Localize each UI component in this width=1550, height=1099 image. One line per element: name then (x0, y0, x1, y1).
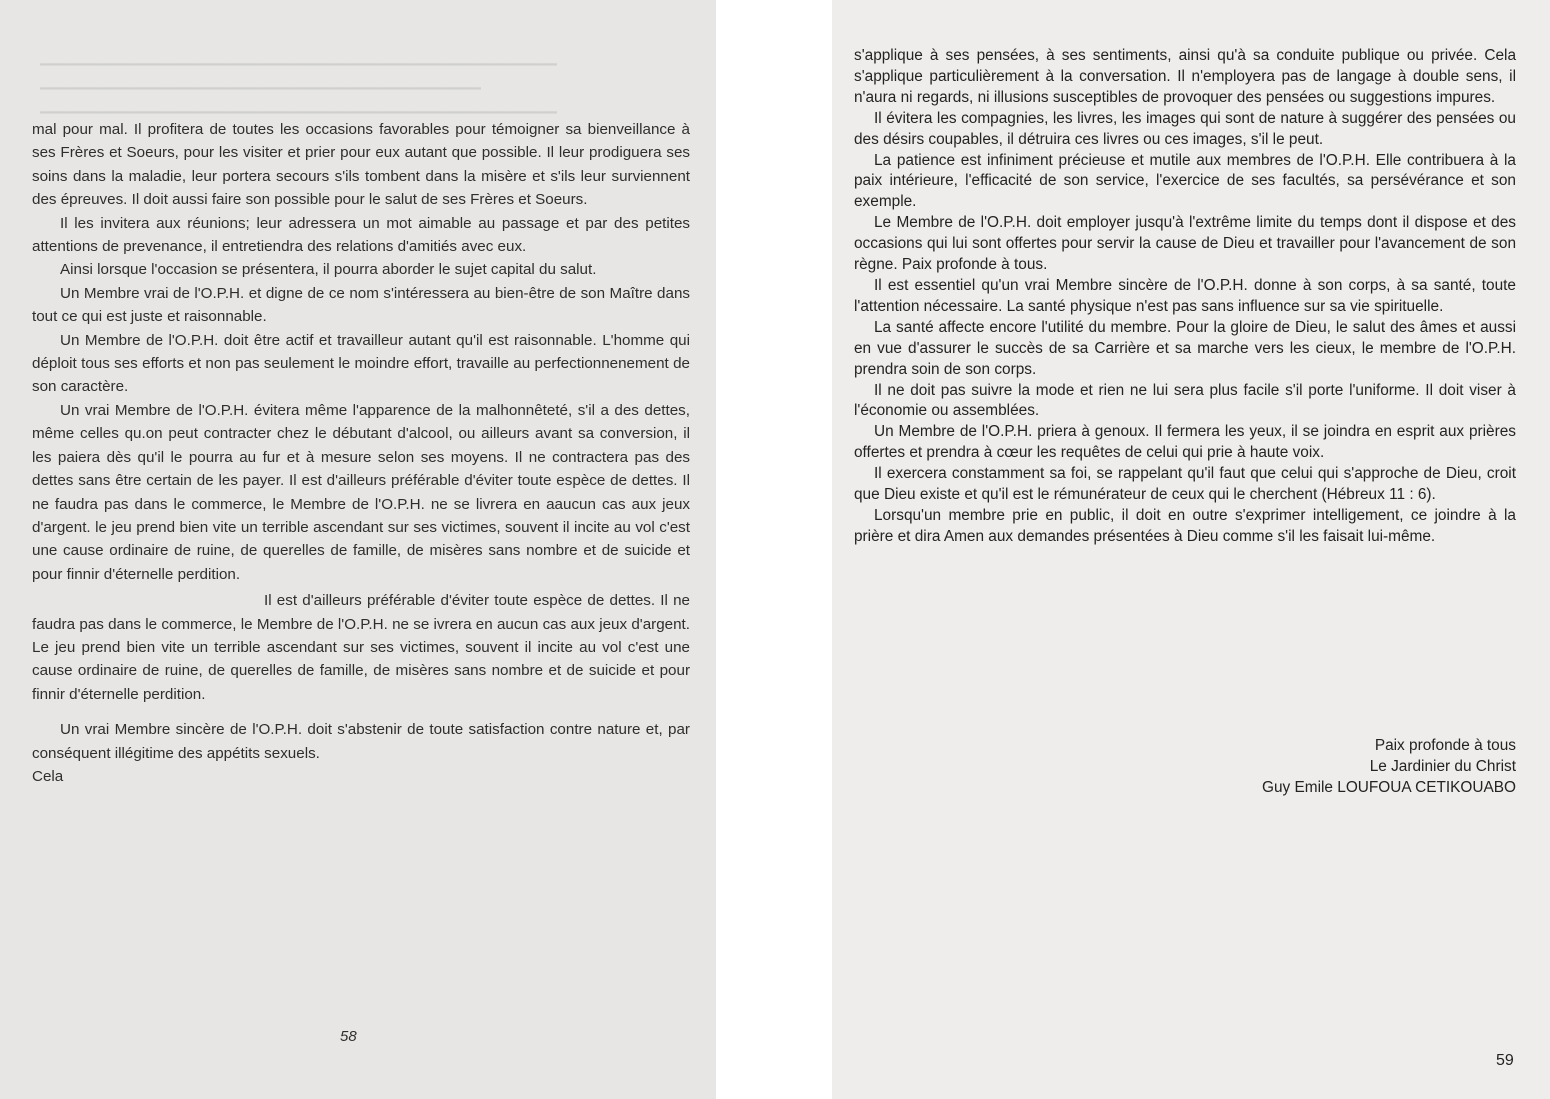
paragraph: Il évitera les compagnies, les livres, les images qui sont de nature à suggérer des pensées ou des désirs coupables, il détruira ces livres ou ces images, s'il le peut. (854, 109, 1516, 148)
paragraph: Il est essentiel qu'un vrai Membre sincère de l'O.P.H. donne à son corps, à sa santé, toute l'attention nécessaire. La santé physique n'est pas sans influence sur sa vie spirituelle. (854, 276, 1516, 315)
show-through-text: ▁▁▁▁▁▁▁▁▁▁▁▁▁▁▁▁▁▁▁▁▁▁▁▁▁▁▁▁▁▁▁▁▁▁▁▁▁▁▁▁▁▁▁▁▁▁▁▁ (40, 49, 557, 65)
show-through-text: ▁▁▁▁▁▁▁▁▁▁▁▁▁▁▁▁▁▁▁▁▁▁▁▁▁▁▁▁▁▁▁▁▁▁▁▁▁▁▁▁▁ (40, 73, 482, 89)
signature-name: Guy Emile LOUFOUA CETIKOUABO (1262, 778, 1516, 796)
paragraph: Le Membre de l'O.P.H. doit employer jusqu'à l'extrême limite du temps dont il dispose et des occasions qui lui sont offertes pour servir la cause de Dieu et travailler pour l'avancement de son règne. Paix profonde à tous. (854, 214, 1516, 274)
page-gutter (716, 0, 832, 1099)
paragraph: La patience est infiniment précieuse et mutile aux membres de l'O.P.H. Elle contribuera à la paix intérieure, l'efficacité de son service, l'exercice de ses facultés, sa persévérance et son exemple. (854, 151, 1516, 211)
paragraph: La santé affecte encore l'utilité du membre. Pour la gloire de Dieu, le salut des âmes et aussi en vue d'assurer le succès de sa Carrière et sa marche vers les cieux, le membre de l'O.P.H. prendra soin de son corps. (854, 318, 1516, 378)
left-page (0, 0, 716, 1099)
paragraph: Ainsi lorsque l'occasion se présentera, il pourra aborder le sujet capital du salut. (60, 261, 597, 279)
right-page-body (854, 46, 1516, 548)
paragraph: Il les invitera aux réunions; leur adressera un mot aimable au passage et par des petites attentions de prevenance, il entretiendra des relations d'amitiés avec eux. (32, 214, 690, 256)
signature-line: Le Jardinier du Christ (1369, 757, 1516, 775)
paragraph: Un vrai Membre de l'O.P.H. évitera même l'apparence de la malhonnêteté, s'il a des dettes, même celles qu.on peut contracter chez le débutant d'alcool, ou ailleurs avant sa conversion, il les paiera dès qu'il le pourra au fur et à mesure selon ses moyens. Il ne contractera pas des dettes sans être certain de les payer. Il est d'ailleurs préférable d'éviter toute espèce de dettes. Il ne faudra pas dans le commerce, le Membre de l'O.P.H. ne se livrera en aaucun cas aux jeux d'argent. le jeu prend bien vite un terrible ascendant sur ses victimes, souvent il incite au vol c'est une cause ordinaire de ruine, de querelles de famille, de misères sans nombre et de suicide et pour finnir d'éternelle perdition. (32, 401, 690, 583)
right-page (832, 0, 1550, 1099)
paragraph: Lorsqu'un membre prie en public, il doit en outre s'exprimer intelligement, ce joindre à la prière et dira Amen aux demandes présentées à Dieu comme s'il les faisait lui-même. (854, 506, 1516, 545)
page-number: 58 (340, 1028, 357, 1045)
paragraph: Un Membre vrai de l'O.P.H. et digne de ce nom s'intéressera au bien-être de son Maître dans tout ce qui est juste et raisonnable. (32, 284, 690, 326)
signature-block (854, 736, 1516, 799)
signature-line: Paix profonde à tous (1374, 737, 1516, 754)
paragraph: Un Membre de l'O.P.H. doit être actif et travailleur autant qu'il est raisonnable. L'homme qui déploit tous ses efforts et non pas seulement le moindre effort, travaille au perfectionnenement de son caractère. (32, 331, 690, 396)
paragraph: mal pour mal. Il profitera de toutes les occasions favorables pour témoigner sa bienveillance à ses Frères et Soeurs, pour les visiter et prier pour eux autant que possible. Il leur prodiguera ses soins dans la maladie, leur portera secours s'ils tombent dans la misère et s'ils leur surviennent des épreuves. Il doit aussi faire son possible pour le salut de ses Frères et Soeurs. (32, 121, 690, 209)
left-page-body (32, 118, 690, 788)
paragraph: Un vrai Membre sincère de l'O.P.H. doit s'abstenir de toute satisfaction contre nature et, par conséquent illégitime des appétits sexuels. (32, 721, 690, 762)
show-through-text: ▁▁▁▁▁▁▁▁▁▁▁▁▁▁▁▁▁▁▁▁▁▁▁▁▁▁▁▁▁▁▁▁▁▁▁▁▁▁▁▁▁▁▁▁▁▁▁▁ (40, 97, 557, 113)
paragraph: Il ne doit pas suivre la mode et rien ne lui sera plus facile s'il porte l'uniforme. Il doit viser à l'économie ou assemblées. (854, 381, 1516, 420)
paragraph: Il exercera constamment sa foi, se rappelant qu'il faut que celui qui s'approche de Dieu, croit que Dieu existe et qu'il est le rémunérateur de ceux qui le cherchent (Hébreux 11 : 6). (854, 465, 1516, 504)
paragraph: Il est d'ailleurs préférable d'éviter toute espèce de dettes. Il ne faudra pas dans le commerce, le Membre de l'O.P.H. ne se ivrera en aucun cas aux jeux d'argent. Le jeu prend bien vite un terrible ascendant sur ses victimes, souvent il incite au vol c'est une cause ordinaire de ruine, de querelles de famille, de misères sans nombre et de suicide et pour finnir d'éternelle perdition. (32, 592, 690, 703)
page-number: 59 (1496, 1052, 1514, 1069)
paragraph: s'applique à ses pensées, à ses sentiments, ainsi qu'à sa conduite publique ou privée. Cela s'applique particulièrement à la conversation. Il n'employera pas de langage à double sens, il n'aura ni regards, ni illusions susceptibles de provoquer des pensées ou suggestions impures. (854, 47, 1516, 106)
paragraph: Cela (32, 767, 64, 785)
paragraph: Un Membre de l'O.P.H. priera à genoux. Il fermera les yeux, il se joindra en esprit aux prières offertes et prendra à cœur les requêtes de celui qui prie à haute voix. (854, 423, 1516, 462)
